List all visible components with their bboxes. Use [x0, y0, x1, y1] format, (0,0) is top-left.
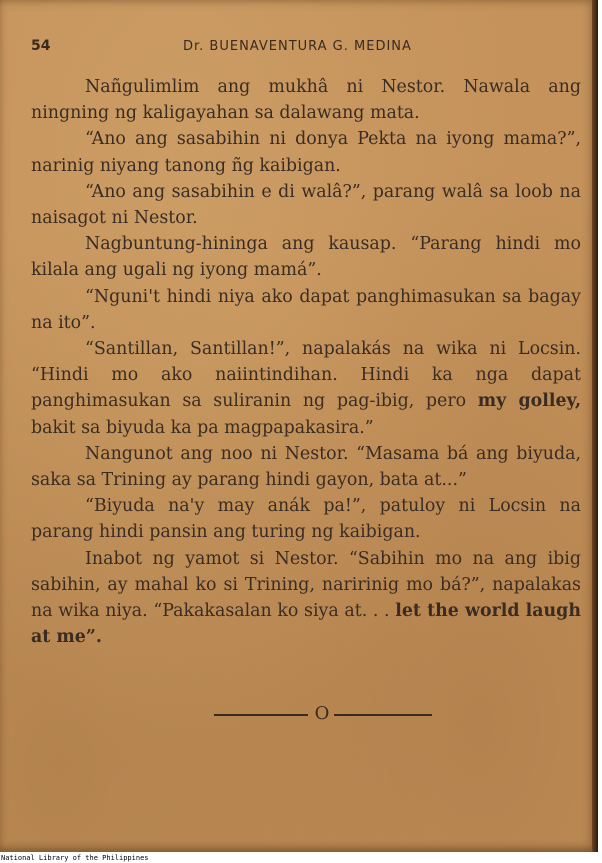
paragraph: “Ano ang sasabihin ni donya Pekta na iyong mama?”, narinig niyang tanong ñg kaibigan. [31, 129, 581, 176]
paragraph: Nangunot ang noo ni Nestor. “Masama bá ang biyuda, saka sa Trining ay parang hindi gayon, bata at...” [31, 443, 581, 491]
paragraph: Inabot ng yamot si Nestor. “Sabihin mo na ang ibig sabihin, ay mahal ko si Trining, naririnig mo bá?”, napalakas na wika niya. “Pakakasalan ko siya at. . . let the world laugh at me”. [31, 548, 581, 648]
page-header [31, 38, 568, 56]
paragraph: “Ano ang sasabihin e di walâ?”, parang walâ sa loob na naisagot ni Nestor. [31, 181, 581, 229]
paragraph: Nagbuntung-hininga ang kausap. “Parang hindi mo kilala ang ugali ng iyong mamá”. [31, 234, 581, 281]
page-edge-shadow [592, 0, 598, 852]
end-ornament [214, 704, 432, 724]
paragraph: Nañgulimlim ang mukhâ ni Nestor. Nawala ang ningning ng kaligayahan sa dalawang mata. [31, 77, 581, 124]
paragraph: “Nguni't hindi niya ako dapat panghimasukan sa bagay na ito”. [31, 286, 581, 333]
paragraph: “Biyuda na'y may anák pa!”, patuloy ni Locsin na parang hindi pansin ang turing ng kaibigan. [31, 496, 581, 543]
library-credit: National Library of the Philippines [1, 854, 149, 862]
english-phrase: my golley, [477, 391, 581, 412]
page-number: 54 [31, 38, 51, 54]
paragraph: “Santillan, Santillan!”, napalakás na wika ni Locsin. “Hindi mo ako naiintindihan. Hindi ka nga dapat panghimasukan sa suliranin ng pag-ibig, pero my golley, bakit sa biyuda ka pa magpapakasira.” [31, 339, 581, 438]
ornament-rule-right [334, 714, 432, 716]
running-head: Dr. BUENAVENTURA G. MEDINA [183, 39, 412, 54]
ornament-circle-glyph: O [314, 703, 330, 724]
body-text [31, 74, 581, 650]
ornament-rule-left [214, 714, 308, 716]
english-phrase: let the world laugh at me”. [31, 601, 581, 648]
